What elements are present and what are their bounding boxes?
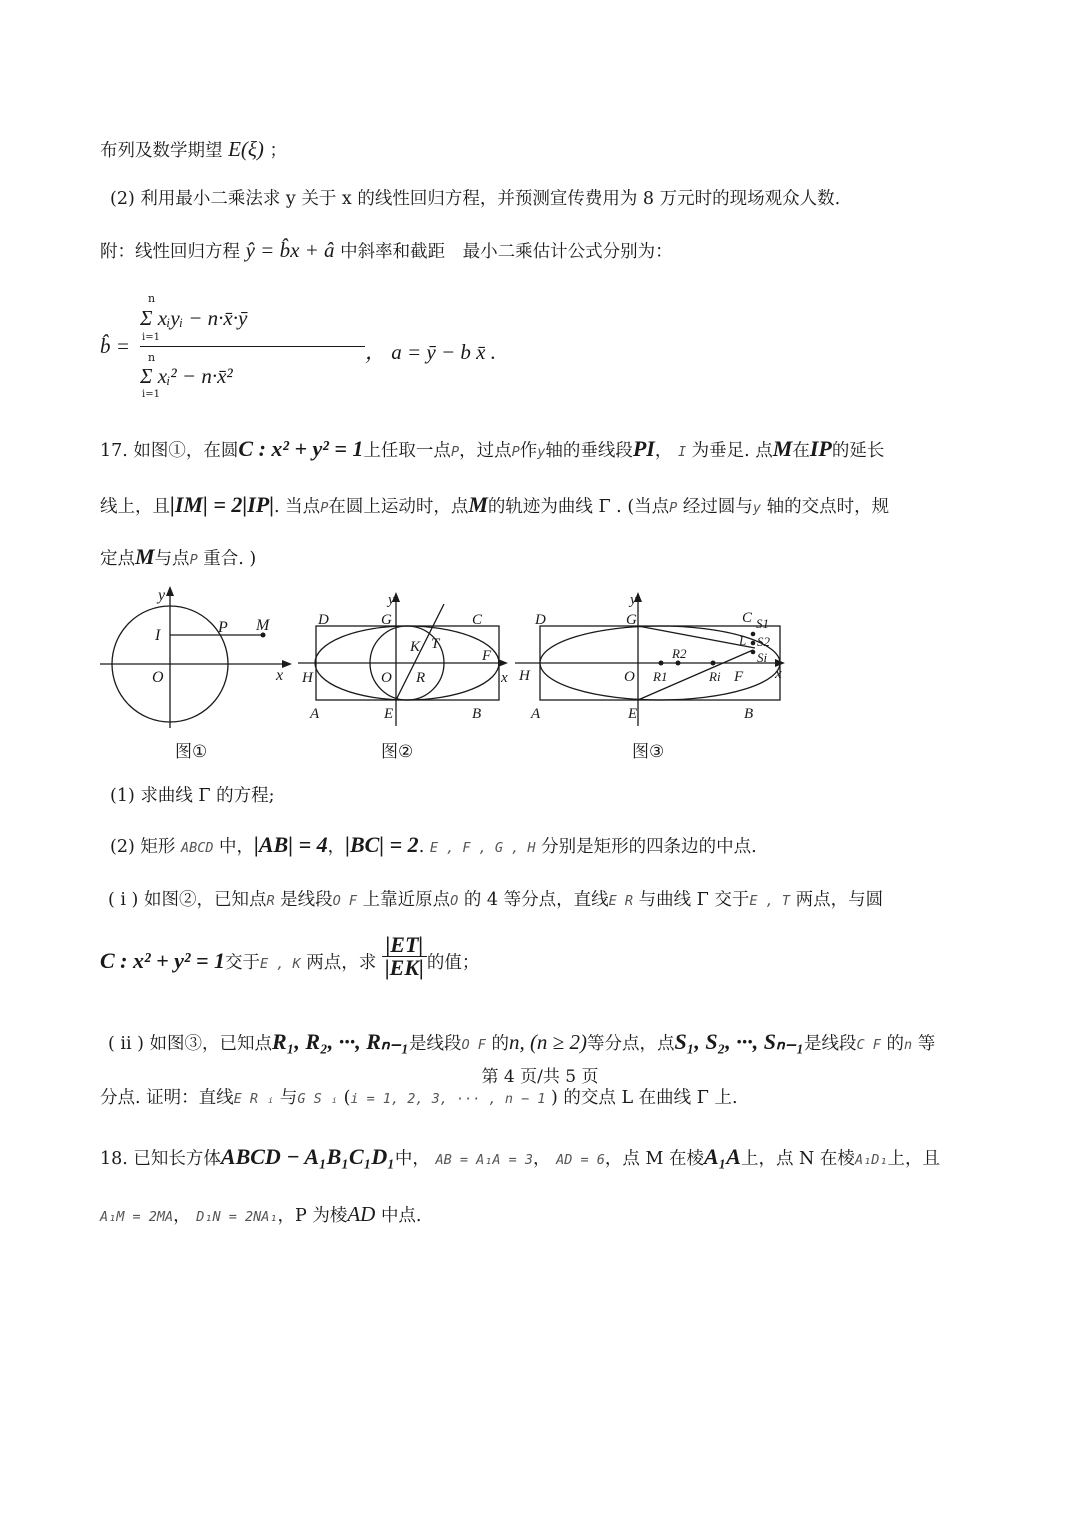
fig2-label-K: K xyxy=(410,639,421,655)
fig1-label-O: O xyxy=(152,669,164,686)
text: 是线段 xyxy=(804,1034,857,1054)
point-P: P xyxy=(511,444,520,460)
regression-expr: ŷ = b̂x + â xyxy=(245,238,335,262)
edge-A1A: A₁A xyxy=(703,1144,741,1169)
fig3-label-O: O xyxy=(624,669,635,685)
text: 与曲线 Γ 交于 xyxy=(638,890,750,910)
fig2-label-B: B xyxy=(472,706,482,722)
fig3-label-B: B xyxy=(744,706,754,722)
R-points: R₁, R₂, ···, Rₙ₋₁ xyxy=(272,1029,409,1054)
eq-D1N: D₁N = 2NA₁ xyxy=(196,1209,278,1225)
text: 上任取一点 xyxy=(363,441,451,461)
point-M: M xyxy=(468,492,488,517)
fig1-label-x: x xyxy=(276,667,284,684)
point-P: P xyxy=(450,444,460,460)
text: ， xyxy=(654,441,673,461)
eq-AB: AB = A₁A = 3 xyxy=(435,1152,534,1168)
fig2-label-y: y xyxy=(388,592,395,608)
fig2-label-G: G xyxy=(381,612,392,628)
points-EK: E , K xyxy=(260,956,301,972)
rect-ABCD: ABCD xyxy=(180,840,214,856)
edge-AD: AD xyxy=(347,1202,376,1226)
text: 的 xyxy=(491,1034,509,1054)
fig3-label-C: C xyxy=(742,610,753,626)
fig2-label-O: O xyxy=(381,670,392,686)
text: ) 的交点 L 在曲线 Γ 上. xyxy=(551,1088,738,1108)
q17-part-2ii-line2 xyxy=(100,1090,738,1108)
text: ， xyxy=(533,1149,551,1169)
segment-OF: O F xyxy=(461,1037,486,1053)
text: ，P 为棱 xyxy=(277,1206,348,1226)
q17-part-1: (1) 求曲线 Γ 的方程; xyxy=(110,786,275,806)
a-hat-expr: ， a = ȳ − b x̄ . xyxy=(365,340,496,364)
b-hat-fraction xyxy=(140,292,365,401)
fig3-caption: 图③ xyxy=(632,742,665,762)
text: 上，且 xyxy=(887,1149,940,1169)
b-hat-lhs: b̂ = xyxy=(100,334,130,358)
fig2-label-H: H xyxy=(302,670,313,686)
fig3-label-G: G xyxy=(626,612,637,628)
fig1-caption: 图① xyxy=(175,742,208,762)
text: ， xyxy=(327,837,346,857)
fig3-label-A: A xyxy=(531,706,541,722)
n-condition: n, (n ≥ 2) xyxy=(508,1030,587,1054)
AB-equation: |AB| = 4 xyxy=(254,832,328,857)
text: ，点 M 在棱 xyxy=(604,1149,704,1169)
text: . 当点 xyxy=(274,497,321,517)
segment-OF: O F xyxy=(332,893,358,909)
fig2-label-A: A xyxy=(310,706,320,722)
text: 分别是矩形的四条边的中点. xyxy=(541,837,757,857)
text: 经过圆与 xyxy=(682,497,753,517)
segment-IP: IP xyxy=(809,436,832,461)
midpoints: E , F , G , H xyxy=(429,840,536,856)
denominator-expr: Σ xᵢ² − n·x̄² xyxy=(140,364,233,388)
fig3-label-F: F xyxy=(734,669,744,685)
text: 中， xyxy=(219,837,255,857)
S-points: S₁, S₂, ···, Sₙ₋₁ xyxy=(674,1029,805,1054)
text: 在 xyxy=(792,441,810,461)
text: ， xyxy=(173,1206,191,1226)
text: 是线段 xyxy=(408,1034,462,1054)
text: 的 4 等分点，直线 xyxy=(463,890,609,910)
q18-line1 xyxy=(100,1146,940,1169)
n: n xyxy=(904,1037,913,1053)
line-GSi: G S ᵢ xyxy=(297,1091,338,1107)
text: 两点，求 xyxy=(306,953,377,973)
text: (当点 xyxy=(627,497,670,517)
q17-part-2i-line2 xyxy=(100,932,480,980)
text: 上靠近原点 xyxy=(362,890,451,910)
i-range: i = 1, 2, 3, ··· , n − 1 xyxy=(350,1091,546,1107)
text: 17. 如图①，在圆 xyxy=(100,441,239,461)
text: 中斜率和截距 最小二乘估计公式分别为： xyxy=(340,242,673,262)
segment-CF: C F xyxy=(856,1037,881,1053)
text: 上，点 N 在棱 xyxy=(740,1149,855,1169)
text: ，过点 xyxy=(459,441,512,461)
figure-2 xyxy=(296,588,512,728)
fig3-label-Ri: Ri xyxy=(709,669,721,684)
text: 分点. 证明：直线 xyxy=(100,1088,234,1108)
fig1-label-y: y xyxy=(158,587,166,604)
fig3-label-R2: R2 xyxy=(672,646,687,661)
sum-lower: i=1 xyxy=(142,389,160,400)
text: 两点，与圆 xyxy=(795,890,884,910)
expectation-expr: E(ξ) xyxy=(228,137,264,161)
fig3-label-x: x xyxy=(775,666,782,682)
fig2-label-E: E xyxy=(384,706,394,722)
text: 的 xyxy=(886,1034,905,1054)
least-squares-formula xyxy=(100,292,520,402)
fig3-label-R1: R1 xyxy=(653,669,668,684)
q17-intro-line2 xyxy=(100,494,889,517)
text: ( ii ) 如图③，已知点 xyxy=(108,1034,273,1054)
figure-3 xyxy=(513,588,793,728)
point-M: M xyxy=(772,436,793,461)
fig2-label-C: C xyxy=(472,612,483,628)
text: ( i ) 如图②，已知点 xyxy=(108,890,267,910)
text: 重合. ) xyxy=(203,549,257,569)
fig3-label-y: y xyxy=(630,592,637,608)
fraction-numerator: |ET| xyxy=(382,934,427,957)
fig1-label-I: I xyxy=(155,627,161,644)
fig3-label-S2: S2 xyxy=(757,634,770,649)
q17-intro-line1 xyxy=(100,438,884,461)
text: 附：线性回归方程 xyxy=(100,242,240,262)
fraction-denominator: |EK| xyxy=(384,955,424,980)
line-distribution xyxy=(100,139,287,161)
text: . xyxy=(418,837,425,857)
point-M: M xyxy=(135,544,155,569)
text: ( xyxy=(343,1088,351,1108)
question-16-part-2: (2) 利用最小二乘法求 y 关于 x 的线性回归方程，并预测宣传费用为 8 万元时的现场观众人数. xyxy=(110,189,841,209)
text: 作 xyxy=(519,441,538,461)
text: 的轨迹为曲线 Γ . xyxy=(487,497,622,517)
sum-upper: n xyxy=(148,292,156,305)
line-ER: E R xyxy=(608,893,634,909)
points-ET: E , T xyxy=(749,893,791,909)
point-P: P xyxy=(669,500,678,516)
segment-PI: PI xyxy=(632,436,655,461)
text: ； xyxy=(269,141,287,161)
edge-A1D1: A₁D₁ xyxy=(854,1152,888,1168)
q17-part-2 xyxy=(110,834,757,857)
q17-part-2ii-line1 xyxy=(108,1031,935,1054)
axis-y: y xyxy=(537,444,546,460)
text: 定点 xyxy=(100,549,135,569)
text: (2) 矩形 xyxy=(110,837,176,857)
fig2-label-D: D xyxy=(318,612,329,628)
IM-equation: |IM| = 2|IP| xyxy=(170,492,275,517)
sum-upper: n xyxy=(148,351,156,364)
sum-lower: i=1 xyxy=(142,332,160,343)
text: 轴的垂线段 xyxy=(545,441,633,461)
q17-intro-line3 xyxy=(100,546,256,569)
q17-part-2i-line1 xyxy=(108,892,883,910)
numerator-expr: Σ xᵢyᵢ − n·x̄·ȳ xyxy=(140,306,248,330)
point-I: I xyxy=(677,444,687,460)
fig1-label-P: P xyxy=(218,619,228,636)
text: 的值； xyxy=(426,953,480,973)
text: 交于 xyxy=(225,953,261,973)
fig2-label-R: R xyxy=(416,670,426,686)
axis-y: y xyxy=(752,500,761,516)
point-P: P xyxy=(320,500,329,516)
text: 在圆上运动时，点 xyxy=(328,497,469,517)
fig2-label-x: x xyxy=(501,670,508,686)
eq-A1M: A₁M = 2MA xyxy=(100,1209,174,1225)
fraction-denominator xyxy=(140,347,365,401)
circle-equation: C : x² + y² = 1 xyxy=(100,948,226,973)
fig3-label-D: D xyxy=(535,612,546,628)
text: 线上，且 xyxy=(100,497,170,517)
text: 等分点，点 xyxy=(586,1034,675,1054)
cuboid-name: ABCD − A₁B₁C₁D₁ xyxy=(220,1144,395,1169)
fig3-label-H: H xyxy=(519,668,530,684)
fig2-label-F: F xyxy=(482,648,492,664)
fig3-label-E: E xyxy=(628,706,638,722)
text: 为垂足. 点 xyxy=(691,441,773,461)
fig3-label-L: L xyxy=(739,633,747,648)
q18-line2 xyxy=(100,1204,422,1226)
circle-equation: C : x² + y² = 1 xyxy=(238,436,364,461)
eq-AD: AD = 6 xyxy=(556,1152,605,1168)
text: 布列及数学期望 xyxy=(100,141,223,161)
ratio-fraction xyxy=(382,934,427,979)
text: 与 xyxy=(279,1088,298,1108)
point-R: R xyxy=(266,893,275,909)
line-ERi: E R ᵢ xyxy=(233,1091,275,1107)
text: 中点. xyxy=(380,1206,422,1226)
point-O: O xyxy=(450,893,459,909)
appendix-line xyxy=(100,240,673,262)
page-footer: 第 4 页/共 5 页 xyxy=(481,1067,599,1087)
text: 的延长 xyxy=(831,441,885,461)
fig1-label-M: M xyxy=(256,617,270,634)
text: 轴的交点时，规 xyxy=(766,497,890,517)
text: 等 xyxy=(917,1034,936,1054)
text: 中， xyxy=(394,1149,430,1169)
fig3-label-S1: S1 xyxy=(756,616,769,631)
fig3-label-Si: Si xyxy=(757,650,768,665)
figure-1 xyxy=(98,582,298,732)
point-P: P xyxy=(189,552,198,568)
text: 18. 已知长方体 xyxy=(100,1149,221,1169)
text: 是线段 xyxy=(280,890,333,910)
fraction-numerator xyxy=(140,292,365,347)
text: 与点 xyxy=(154,549,190,569)
fig2-label-T: T xyxy=(431,636,440,652)
BC-equation: |BC| = 2 xyxy=(345,832,419,857)
fig2-caption: 图② xyxy=(381,742,414,762)
